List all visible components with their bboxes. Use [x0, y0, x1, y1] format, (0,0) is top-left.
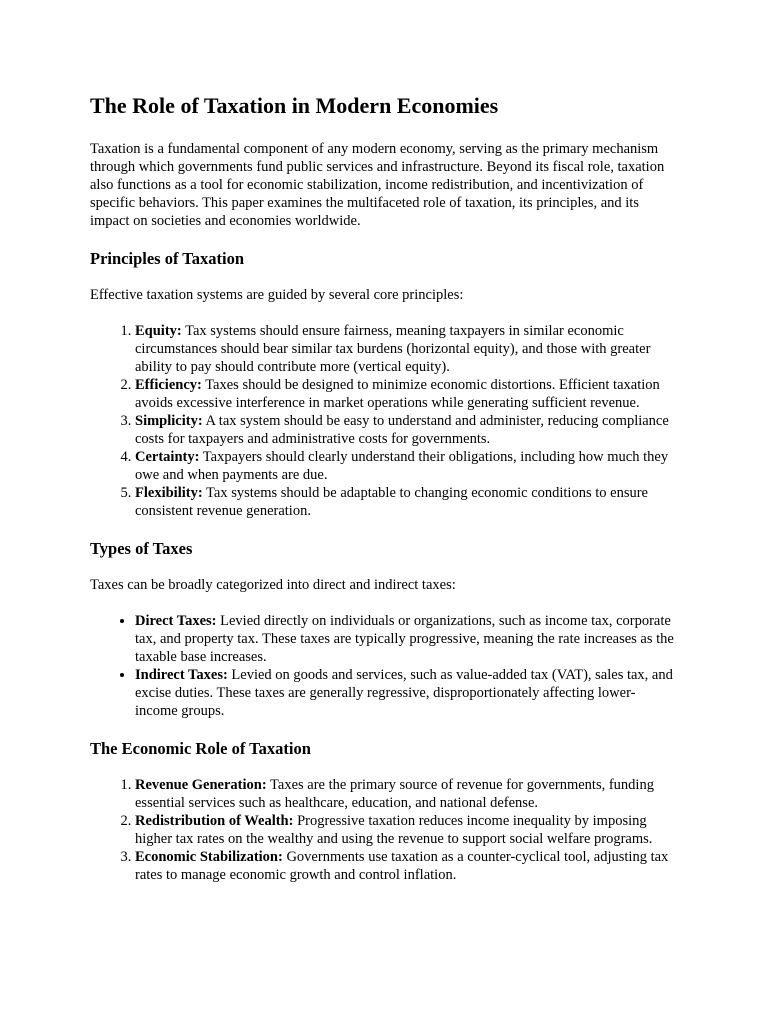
- economic-role-list: [90, 776, 678, 884]
- principle-item-flexibility: [135, 484, 678, 520]
- role-item-stabilization: [135, 848, 678, 884]
- type-item-direct: [135, 612, 678, 666]
- intro-paragraph: Taxation is a fundamental component of any modern economy, serving as the primary mechanism through which governments fund public services and infrastructure. Beyond its fiscal role, taxation also functions as a tool for economic stabilization, income redistribution, and incentivization of specific behaviors. This paper examines the multifaceted role of taxation, its principles, and its impact on societies and economies worldwide.: [90, 141, 665, 229]
- economic-role-heading: The Economic Role of Taxation: [90, 739, 311, 758]
- principle-item-equity: [135, 322, 678, 376]
- principle-term: Certainty:: [135, 449, 200, 465]
- role-text: Taxes are the primary source of revenue for governments, funding essential services such as healthcare, education, and national defense.: [135, 777, 654, 811]
- role-item-redistribution: [135, 812, 678, 848]
- types-lead: Taxes can be broadly categorized into direct and indirect taxes:: [90, 577, 456, 593]
- principle-term: Flexibility:: [135, 485, 203, 501]
- role-item-revenue: [135, 776, 678, 812]
- type-term: Indirect Taxes:: [135, 667, 228, 683]
- principle-text: Tax systems should be adaptable to changing economic conditions to ensure consistent revenue generation.: [135, 485, 648, 519]
- principle-text: Taxes should be designed to minimize economic distortions. Efficient taxation avoids excessive interference in market operations while generating sufficient revenue.: [135, 377, 660, 411]
- principle-item-certainty: [135, 448, 678, 484]
- type-term: Direct Taxes:: [135, 613, 217, 629]
- principle-text: Taxpayers should clearly understand their obligations, including how much they owe and when payments are due.: [135, 449, 669, 483]
- role-text: Governments use taxation as a counter-cyclical tool, adjusting tax rates to manage economic growth and control inflation.: [135, 849, 669, 883]
- principles-heading: Principles of Taxation: [90, 249, 245, 268]
- principle-term: Simplicity:: [135, 413, 203, 429]
- type-text: Levied on goods and services, such as value-added tax (VAT), sales tax, and excise duties. These taxes are generally regressive, disproportionately affecting lower-income groups.: [135, 667, 673, 719]
- principle-term: Efficiency:: [135, 377, 202, 393]
- principles-lead: Effective taxation systems are guided by several core principles:: [90, 287, 464, 303]
- type-item-indirect: [135, 666, 678, 720]
- principle-text: Tax systems should ensure fairness, meaning taxpayers in similar economic circumstances should bear similar tax burdens (horizontal equity), and those with greater ability to pay should contribute more (vertical equity).: [135, 323, 651, 375]
- page-title: The Role of Taxation in Modern Economies: [90, 93, 499, 118]
- principle-term: Equity:: [135, 323, 182, 339]
- types-heading: Types of Taxes: [90, 539, 193, 558]
- role-term: Redistribution of Wealth:: [135, 813, 294, 829]
- type-text: Levied directly on individuals or organizations, such as income tax, corporate tax, and property tax. These taxes are typically progressive, meaning the rate increases as the taxable base increases.: [135, 613, 674, 665]
- principle-item-efficiency: [135, 376, 678, 412]
- role-term: Economic Stabilization:: [135, 849, 283, 865]
- principle-item-simplicity: [135, 412, 678, 448]
- principles-list: [90, 322, 678, 520]
- role-term: Revenue Generation:: [135, 777, 267, 793]
- principle-text: A tax system should be easy to understand and administer, reducing compliance costs for taxpayers and administrative costs for governments.: [135, 413, 669, 447]
- types-list: [90, 612, 678, 720]
- role-text: Progressive taxation reduces income inequality by imposing higher tax rates on the wealthy and using the revenue to support social welfare programs.: [135, 813, 653, 847]
